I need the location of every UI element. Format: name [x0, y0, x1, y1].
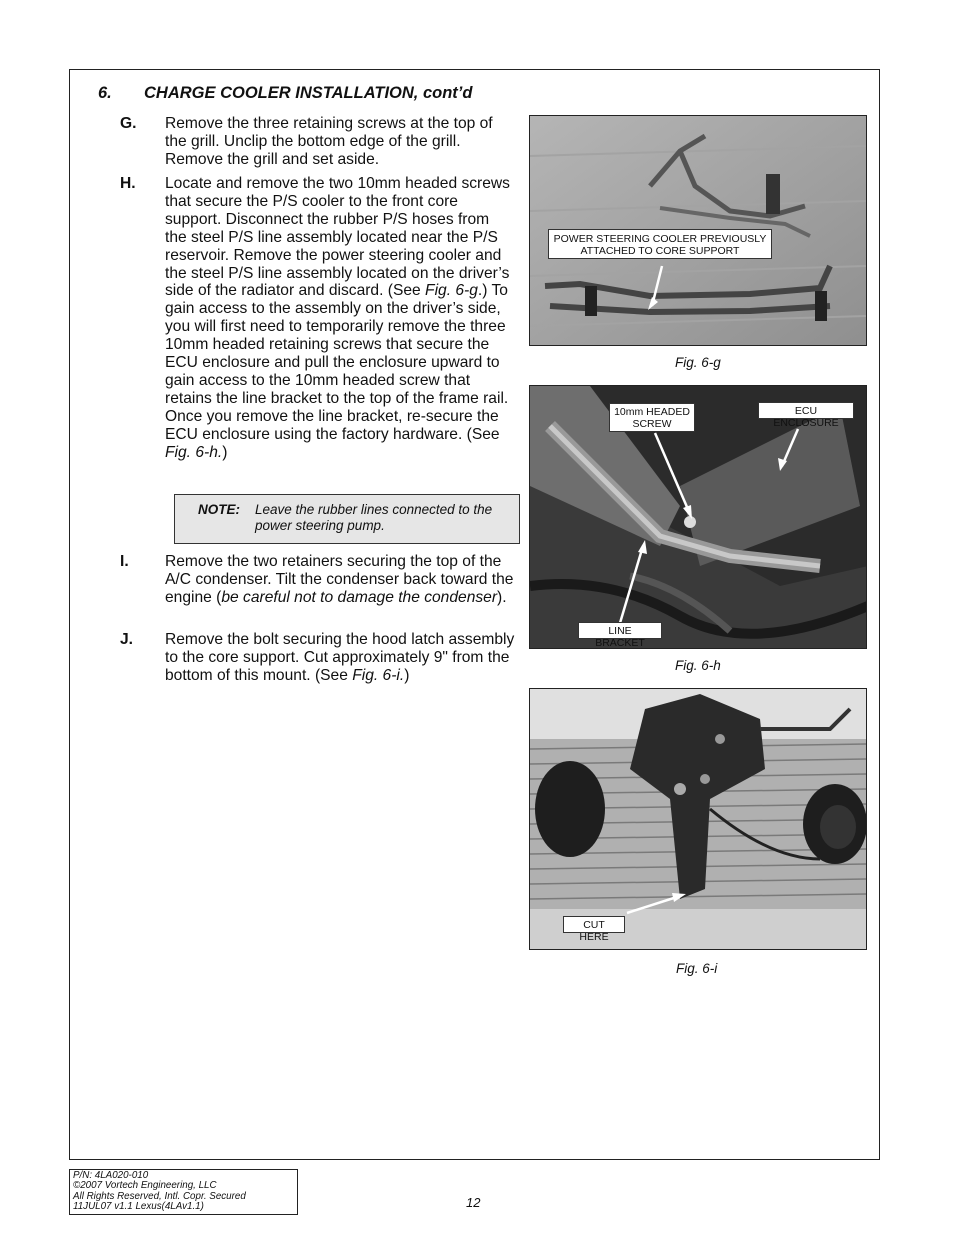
step-label: I.: [120, 553, 129, 570]
note-box: [174, 494, 520, 544]
callout-cut-here: CUT HERE: [563, 916, 625, 933]
step-label: J.: [120, 631, 134, 648]
italic-reference: Fig. 6-h.: [165, 443, 223, 461]
section-heading: [98, 84, 472, 103]
step-label: G.: [120, 115, 137, 132]
callout-ecu-enclosure: ECU ENCLOSURE: [758, 402, 854, 419]
text-run: Locate and remove the two 10mm headed screws that secure the P/S cooler to the front core support. Disconnect the rubber P/S hoses from the steel P/S line assembly located near the P/S reservoir. Remove the power steering cooler and the steel P/S line assembly located on the driver’s side of the radiator and discard. (See: [165, 175, 510, 300]
rights-statement: All Rights Reserved, Intl. Copr. Secured: [73, 1190, 246, 1202]
step-label: H.: [120, 175, 136, 192]
italic-reference: be careful not to damage the condenser: [221, 588, 498, 606]
step-text: [165, 631, 515, 685]
figure-6h-caption: Fig. 6-h: [675, 658, 721, 673]
page-number: 12: [466, 1195, 481, 1210]
callout-10mm-screw: 10mm HEADED SCREW: [609, 403, 695, 432]
step-text: [165, 175, 515, 462]
text-run: Remove the three retaining screws at the top of the grill. Unclip the bottom edge of the grill. Remove the grill and set aside.: [165, 115, 493, 168]
step-text: [165, 115, 515, 169]
text-run: ): [404, 666, 410, 684]
text-run: Remove the two retainers securing the top of the A/C condenser. Tilt the condenser back toward the engine (: [165, 553, 514, 606]
section-title: CHARGE COOLER INSTALLATION, cont’d: [144, 84, 473, 102]
note-text: Leave the rubber lines connected to the power steering pump.: [255, 502, 493, 533]
hood-latch-image: [530, 689, 867, 950]
italic-reference: Fig. 6-i.: [352, 666, 405, 684]
figure-6i-photo: [529, 688, 867, 950]
note-label: NOTE:: [198, 502, 240, 517]
part-number: P/N: 4LA020-010: [73, 1170, 149, 1181]
figure-6g-caption: Fig. 6-g: [675, 355, 721, 370]
figure-6i-caption: Fig. 6-i: [676, 961, 718, 976]
text-run: ).: [497, 588, 507, 606]
text-run: Remove the bolt securing the hood latch assembly to the core support. Cut approximately 9" from the bottom of this mount. (See: [165, 631, 515, 684]
copyright: ©2007 Vortech Engineering, LLC: [73, 1180, 217, 1192]
section-number: 6.: [98, 84, 112, 102]
callout-ps-cooler: POWER STEERING COOLER PREVIOUSLY ATTACHED TO CORE SUPPORT: [548, 229, 772, 259]
callout-line-bracket: LINE BRACKET: [578, 622, 662, 639]
text-run: .) To gain access to the assembly on the driver’s side, you will first need to temporarily remove the three 10mm headed retaining screws that secure the ECU enclosure and pull the enclosure upward to gain access to the 10mm headed screw that retains the line bracket to the top of the frame rail. Once you remove the line bracket, re-secure the ECU enclosure using the factory hardware. (See: [165, 282, 509, 443]
step-text: [165, 553, 515, 607]
footer-info-box: [69, 1169, 298, 1215]
italic-reference: Fig. 6-g: [425, 282, 478, 300]
text-run: ): [222, 443, 228, 461]
version-info: 11JUL07 v1.1 Lexus(4LAv1.1): [73, 1201, 204, 1213]
